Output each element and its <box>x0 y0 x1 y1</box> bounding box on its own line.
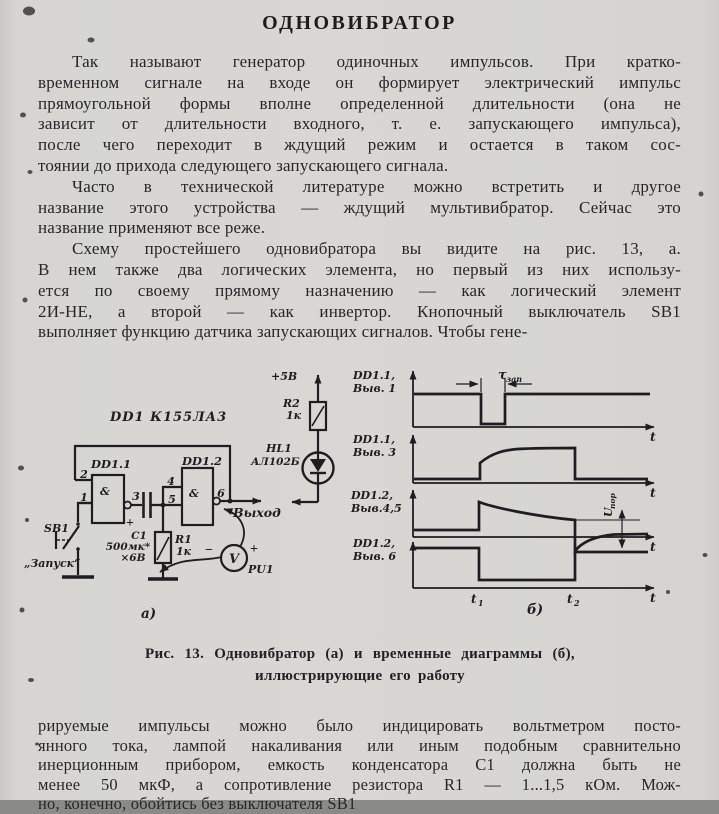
svg-text:1: 1 <box>80 491 88 504</box>
waveform-pin3 <box>414 448 648 479</box>
switch-sb1 <box>24 503 94 577</box>
gate-dd1-1 <box>78 457 142 523</box>
svg-text:5: 5 <box>168 493 176 506</box>
svg-text:t: t <box>650 429 656 444</box>
svg-text:t: t <box>650 485 656 500</box>
svg-text:+: + <box>250 542 258 557</box>
svg-text:DD1.2: DD1.2 <box>182 454 222 468</box>
svg-text:t: t <box>650 539 656 554</box>
svg-text:HL1: HL1 <box>266 442 292 455</box>
time-markers <box>471 592 580 608</box>
svg-text:DD1.2,: DD1.2, <box>351 489 394 502</box>
svg-text:зап: зап <box>506 374 523 384</box>
svg-text:2: 2 <box>574 598 580 608</box>
paragraph: Часто в технической литературе можно встретить и другое название этого устройства — ждущий мультивибратор. Сейчас это название применяют все реже. <box>38 176 681 238</box>
svg-text:V: V <box>228 552 240 567</box>
sublabel-a: а) <box>141 606 157 622</box>
svg-text:t: t <box>471 592 477 606</box>
svg-text:×6В: ×6В <box>120 552 146 564</box>
svg-text:t: t <box>650 590 656 605</box>
svg-text:DD1.1,: DD1.1, <box>353 369 396 382</box>
figure-caption-line1: Рис. 13. Одновибратор (а) и временные диаграммы (б), <box>145 646 575 662</box>
svg-text:„Запуск“: „Запуск“ <box>24 557 81 570</box>
svg-text:R1: R1 <box>175 533 192 546</box>
timing-row-labels <box>350 369 402 563</box>
svg-text:Выв. 6: Выв. 6 <box>353 550 397 563</box>
svg-text:U: U <box>602 507 615 517</box>
bottom-text <box>38 716 681 814</box>
ic-label: DD1 К155ЛА3 <box>110 410 228 425</box>
svg-text:Выв.4,5: Выв.4,5 <box>351 502 402 515</box>
svg-text:С1: С1 <box>131 530 147 542</box>
svg-text:4: 4 <box>167 475 175 488</box>
paragraph: Схему простейшего одновибратора вы видите на рис. 13, а. В нем также два логических элемента, но первый из них использу- ется по своему прямому назначению — как логический элемент 2И-НЕ, а второй — как инвертор. Кнопочный выключатель SB1 выполняет функцию датчика запускающих сигналов. Чтобы гене- <box>38 239 681 342</box>
svg-text:АЛ102Б: АЛ102Б <box>251 456 300 468</box>
svg-text:1к: 1к <box>286 409 302 422</box>
gate-dd1-2 <box>167 454 225 525</box>
svg-text:R2: R2 <box>283 397 300 410</box>
page-title: ОДНОВИБРАТОР <box>262 12 457 34</box>
timing-diagrams <box>350 368 656 618</box>
svg-text:+5В: +5В <box>271 370 298 383</box>
svg-text:пор: пор <box>608 493 617 509</box>
svg-text:τ: τ <box>498 368 507 383</box>
led-branch <box>250 370 334 502</box>
svg-text:500мк*: 500мк* <box>105 541 151 553</box>
paragraph: рируемые импульсы можно было индицировать вольтметром посто- янного тока, лампой накаливания или иным подобным сравнительно инерционным прибором, емкость конденсатора С1 должна быть не менее 50 мкФ, а сопротивление резистора R1 — 1...1,5 кОм. Мож- но, конечно, обойтись без выключателя SB1 <box>38 716 681 813</box>
svg-text:&: & <box>100 485 110 498</box>
figure-caption-line2: иллюстрирующие его работу <box>255 668 465 684</box>
svg-text:6: 6 <box>217 487 225 500</box>
svg-text:Выход: Выход <box>233 505 281 520</box>
paragraph: Так называют генератор одиночных импульсов. При кратко- временном сигнале на входе он формирует электрический импульс прямоугольной формы вполне определенной длительности (она не зависит от длительности входного, т. е. запускающего импульса), после чего переходит в ждущий режим и остается в таком сос- тоянии до прихода следующего запускающего сигнала. <box>38 52 681 175</box>
time-axis-labels <box>650 429 656 605</box>
svg-text:1к: 1к <box>176 545 192 558</box>
svg-text:2: 2 <box>80 468 88 481</box>
svg-text:t: t <box>567 592 573 606</box>
svg-text:&: & <box>189 487 199 500</box>
svg-text:DD1.2,: DD1.2, <box>353 537 396 550</box>
waveform-pin1 <box>414 394 650 424</box>
svg-text:DD1.1: DD1.1 <box>91 457 131 471</box>
svg-text:−: − <box>205 543 213 558</box>
svg-text:+: + <box>126 516 134 531</box>
resistor-r1 <box>148 532 192 579</box>
tau-marker <box>456 368 532 392</box>
svg-text:Выв. 3: Выв. 3 <box>353 446 397 459</box>
svg-text:1: 1 <box>478 598 484 608</box>
svg-text:DD1.1,: DD1.1, <box>353 433 396 446</box>
circuit-diagram <box>24 370 334 622</box>
waveform-pin6 <box>414 548 648 580</box>
svg-text:3: 3 <box>132 490 140 503</box>
svg-text:SB1: SB1 <box>44 522 69 535</box>
svg-text:PU1: PU1 <box>248 563 274 576</box>
sublabel-b: б) <box>527 602 544 618</box>
svg-text:Выв. 1: Выв. 1 <box>353 382 397 395</box>
